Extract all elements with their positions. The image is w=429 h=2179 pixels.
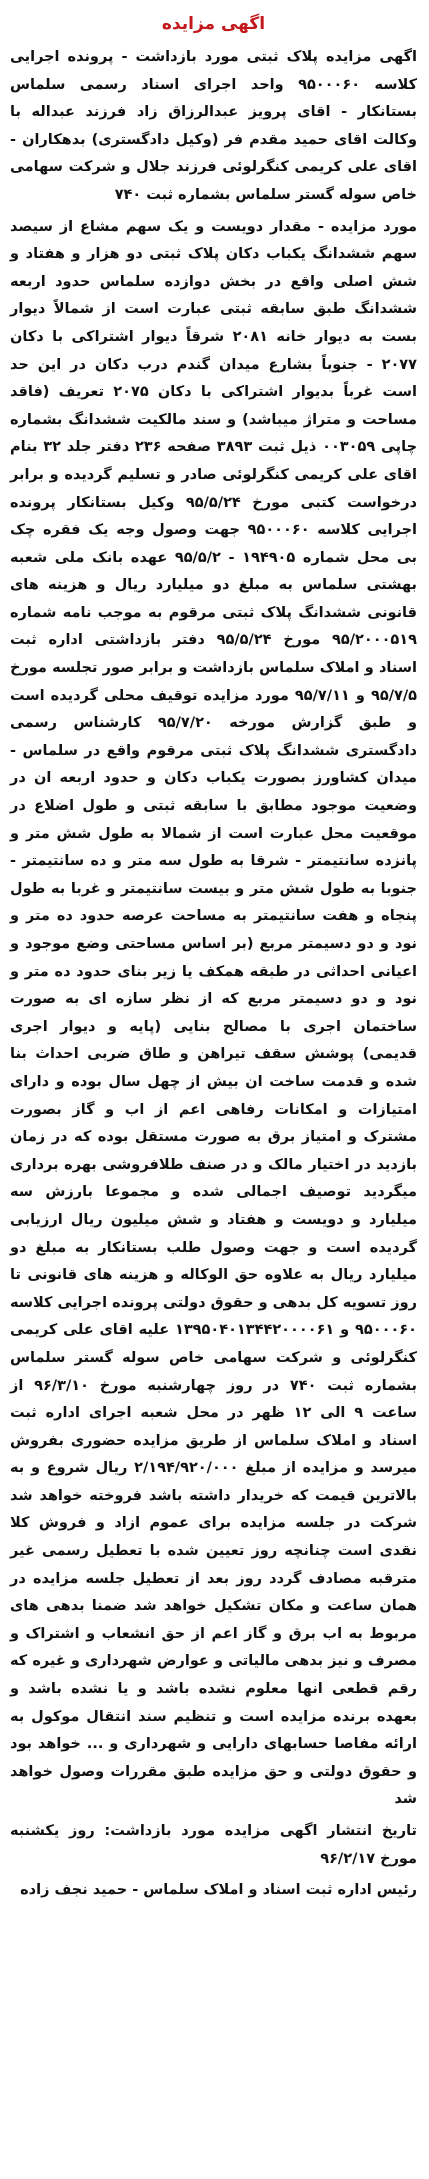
notice-body-paragraph: مورد مزایده - مقدار دویست و یک سهم مشاع از سیصد سهم ششدانگ یکباب دکان پلاک ثبتی دو هزار و هفتاد و شش اصلی واقع در بخش دوازده سلماس حدود اربعه ششدانگ طبق سابقه ثبتی عبارت است از شمالاً دیوار بست به دیوار خانه ۲۰۸۱ شرقاً دیوار اشتراکی با دکان ۲۰۷۷ - جنوباً بشارع میدان گندم درب دکان در این حد است غرباً بدیوار اشتراکی با دکان ۲۰۷۵ تعریف (فاقد مساحت و متراژ میباشد) و سند مالکیت ششدانگ بشماره چاپی ۰۰۳۰۵۹ ذیل ثبت ۳۸۹۳ صفحه ۲۳۶ دفتر جلد ۳۲ بنام اقای علی کریمی کنگرلوئی صادر و تسلیم گردیده و برابر درخواست کتبی مورخ ۹۵/۵/۲۴ وکیل بستانکار پرونده اجرایی کلاسه ۹۵۰۰۰۶۰ جهت وصول وجه یک فقره چک بی محل شماره ۱۹۴۹۰۵ - ۹۵/۵/۲ عهده بانک ملی شعبه بهشتی سلماس به مبلغ دو میلیارد ریال و هزینه های قانونی ششدانگ پلاک ثبتی مرقوم به موجب نامه شماره ۹۵/۲۰۰۰۵۱۹ مورخ ۹۵/۵/۲۴ دفتر بازداشتی اداره ثبت اسناد و املاک سلماس بازداشت و برابر صور تجلسه مورخ ۹۵/۷/۵ و ۹۵/۷/۱۱ مورد مزایده توقیف محلی گردیده است و طبق گزارش مورخه ۹۵/۷/۲۰ کارشناس رسمی دادگستری ششدانگ پلاک ثبتی مرقوم واقع در سلماس - میدان کشاورز بصورت یکباب دکان و حدود اربعه ان در وضعیت موجود مطابق با سابقه ثبتی و طول اضلاع در موقعیت محل عبارت است از شمالا به طول شش متر و پانزده سانتیمتر - شرقا به طول سه متر و ده سانتیمتر - جنوبا به طول شش متر و بیست سانتیمتر و غربا به طول پنجاه و هفت سانتیمتر به مساحت عرصه حدود ده متر و نود و دو دسیمتر مربع (بر اساس مساحتی وضع موجود و اعیانی احداثی در طبقه همکف یا زیر بنای حدود ده متر و نود و دو دسیمتر مربع که از نظر سازه ای به صورت ساختمان اجری با مصالح بنایی (پایه و دیوار اجری قدیمی) پوشش سقف تیراهن و طاق ضربی احداث بنا شده و قدمت ساخت ان بیش از چهل سال بوده و دارای امتیازات و امکانات رفاهی اعم از اب و گاز بصورت مشترک و امتیاز برق به صورت مستقل بوده که در زمان بازدید در اختیار مالک و در صنف طلافروشی بهره برداری میگردید توصیف اجمالی شده و مجموعا بارزش سه میلیارد و دویست و هفتاد و شش میلیون ریال ارزیابی گردیده است و جهت وصول طلب بستانکار به مبلغ دو میلیارد ریال به علاوه حق الوکاله و هزینه های قانونی تا روز تسویه کل بدهی و حقوق دولتی پرونده اجرایی کلاسه ۹۵۰۰۰۶۰ و ۱۳۹۵۰۴۰۱۳۴۴۲۰۰۰۰۶۱ علیه اقای علی کریمی کنگرلوئی و شرکت سهامی خاص سوله گستر سلماس بشماره ثبت ۷۴۰ در روز چهارشنبه مورخ ۹۶/۳/۱۰ از ساعت ۹ الی ۱۲ ظهر در محل شعبه اجرای اداره ثبت اسناد و املاک سلماس از طریق مزایده حضوری بفروش میرسد و مزایده از مبلغ ۲/۱۹۴/۹۲۰/۰۰۰ ریال شروع و به بالاترین قیمت که خریدار داشته باشد فروخته خواهد شد شرکت در جلسه مزایده برای عموم ازاد و فروش کلا نقدی است چنانچه روز تعیین شده با تعطیل رسمی غیر مترقبه مصادف گردد روز بعد از تعطیل جلسه مزایده در همان ساعت و مکان تشکیل خواهد شد ضمنا بدهی های مربوط به اب برق و گاز اعم از حق انشعاب و اشتراک و مصرف و نیز بدهی مالیاتی و عوارض شهرداری و غیره که رقم قطعی انها معلوم نشده باشد و یا نشده باشد و بعهده برنده مزایده است و تنظیم سند انتقال موکول به ارائه مفاصا حسابهای دارایی و شهرداری و ... خواهد بود و حقوق دولتی و حق مزایده طبق مقررات وصول خواهد شد	[10, 218, 418, 1808]
notice-intro-paragraph: اگهی مزایده پلاک ثبتی مورد بازداشت - پرونده اجرایی کلاسه ۹۵۰۰۰۶۰ واحد اجرای اسناد رسمی سلماس بستانکار - اقای پرویز عبدالرزاق زاد فرزند عبداله با وکالت اقای حمید مقدم فر (وکیل دادگستری) بدهکاران - اقای علی کریمی کنگرلوئی فرزند جلال و شرکت سهامی خاص سوله گستر سلماس بشماره ثبت ۷۴۰	[10, 49, 417, 203]
publication-date-line: تاریخ انتشار اگهی مزایده مورد بازداشت: روز یکشنبه مورخ ۹۶/۲/۱۷	[10, 1823, 417, 1867]
notice-header	[10, 14, 417, 34]
notice-title: اگهی مزایده	[161, 14, 266, 34]
signatory-line: رئیس اداره ثبت اسناد و املاک سلماس - حمید نجف زاده	[20, 1882, 417, 1899]
